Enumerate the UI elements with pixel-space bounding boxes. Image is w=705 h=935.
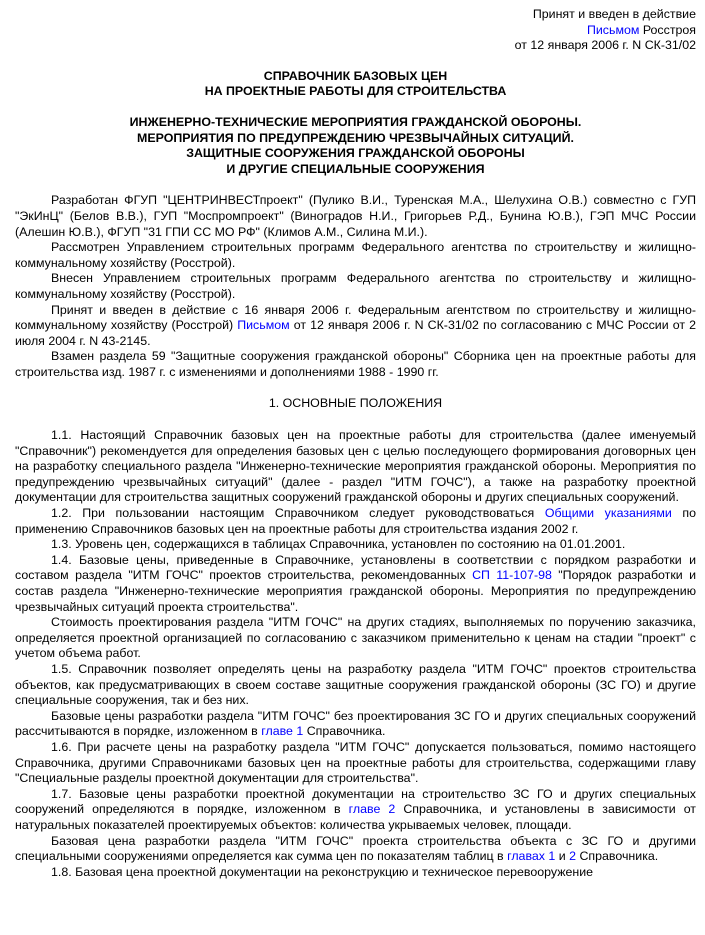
intro-adopted <box>15 303 696 350</box>
paragraph-1-5: 1.5. Справочник позволяет определять цены на разработку раздела "ИТМ ГОЧС" проектов строительства объектов, как предусматривающих в своем составе защитные сооружения гражданской обороны (ЗС ГО) и другие специальные сооружения, так и без них. <box>15 661 696 708</box>
paragraph-1-2-text: 1.2. При пользовании настоящим Справочником следует руководствоваться <box>51 506 545 521</box>
approval-line-2 <box>15 23 696 39</box>
approval-line-1: Принят и введен в действие <box>532 7 696 21</box>
document-subtitle <box>15 115 696 177</box>
paragraph-1-7b <box>15 834 696 865</box>
intro-adopted-text: Принят и введен в действие с 16 января 2006 г. Федеральным агентством по строительству и жилищно-коммунальному хозяйству (Росстрой) <box>15 302 696 333</box>
paragraph-1-5b <box>15 709 696 740</box>
intro-submitted: Внесен Управлением строительных программ Федерального агентства по строительству и жилищно-коммунальному хозяйству (Росстрой). <box>15 271 696 301</box>
section-body <box>15 428 696 880</box>
sp-11-107-98-link[interactable]: СП 11-107-98 <box>472 568 552 583</box>
intro-developed: Разработан ФГУП "ЦЕНТРИНВЕСТпроект" (Пулико В.И., Туренская М.А., Шелухина О.В.) совместно с ГУП "ЭкИнЦ" (Белов В.В.), ГУП "Моспромпроект" (Виноградов Н.И., Григорьев Р.Д., Бунина Ю.В.), ГЭП МЧС России (Алешин Ю.В.), ФГУП "31 ГПИ СС МО РФ" (Климов А.М., Силина М.И.). <box>15 193 696 239</box>
paragraph-1-3: 1.3. Уровень цен, содержащихся в таблицах Справочника, установлен по состоянию на 01.01.2001. <box>51 537 626 552</box>
approval-note <box>15 7 696 54</box>
title-line-1: СПРАВОЧНИК БАЗОВЫХ ЦЕН <box>263 68 448 83</box>
subtitle-line-4: И ДРУГИЕ СПЕЦИАЛЬНЫЕ СООРУЖЕНИЯ <box>226 161 485 176</box>
paragraph-1-7 <box>15 787 696 834</box>
chapter-2b-link[interactable]: 2 <box>569 849 577 864</box>
paragraph-1-7b-text: Базовая цена разработки раздела "ИТМ ГОЧС" проекта строительства объекта с ЗС ГО и другими специальными сооружениями определяется как сумма цен по показателям таблиц в <box>15 833 696 864</box>
paragraph-1-5b-text: Базовые цены разработки раздела "ИТМ ГОЧС" без проектирования ЗС ГО и других специальных сооружений рассчитываются в порядке, изложенном в <box>15 708 696 739</box>
subtitle-line-1: ИНЖЕНЕРНО-ТЕХНИЧЕСКИЕ МЕРОПРИЯТИЯ ГРАЖДАНСКОЙ ОБОРОНЫ. <box>129 114 582 129</box>
intro-replaces: Взамен раздела 59 "Защитные сооружения гражданской обороны" Сборника цен на проектные работы для строительства изд. 1987 г. с изменениями и дополнениями 1988 - 1990 гг. <box>15 349 696 379</box>
section-heading: 1. ОСНОВНЫЕ ПОЛОЖЕНИЯ <box>268 396 443 411</box>
paragraph-1-6: 1.6. При расчете цены на разработку раздела "ИТМ ГОЧС" допускается пользоваться, помимо настоящего Справочника, другими Справочниками базовых цен на проектные работы для строительства, содержащими главу "Специальные разделы проектной документации для строительства". <box>15 739 696 786</box>
document-title <box>15 69 696 100</box>
paragraph-1-7-text: 1.7. Базовые цены разработки проектной документации на строительство ЗС ГО и других специальных сооружений определяются в порядке, изложенном в <box>15 786 696 817</box>
paragraph-1-4-text: 1.4. Базовые цены, приведенные в Справочнике, установлены в соответствии с порядком разработки и составом раздела "ИТМ ГОЧС" проектов строительства, рекомендованных <box>15 552 696 583</box>
chapter-2-link[interactable]: главе 2 <box>348 802 396 817</box>
intro-letter-link[interactable]: Письмом <box>237 318 290 333</box>
approval-letter-link[interactable]: Письмом <box>586 22 640 37</box>
subtitle-line-3: ЗАЩИТНЫЕ СООРУЖЕНИЯ ГРАЖДАНСКОЙ ОБОРОНЫ <box>186 146 525 161</box>
intro-adopted-text-2: от 12 января 2006 г. N СК-31/02 по согласованию с МЧС России от 2 июля 2004 г. N 43-2145. <box>15 318 696 348</box>
chapter-1-link[interactable]: главе 1 <box>261 724 304 739</box>
paragraph-1-2 <box>15 506 696 537</box>
paragraph-1-5b-text-2: Справочника. <box>303 724 386 739</box>
paragraph-1-7b-and: и <box>555 849 570 864</box>
general-instructions-link[interactable]: Общими указаниями <box>544 506 672 521</box>
paragraph-1-1: 1.1. Настоящий Справочник базовых цен на проектные работы для строительства (далее именуемый "Справочник") рекомендуется для определения базовых цен с целью последующего формирования договорных цен на разработку специального раздела "Инженерно-технические мероприятия гражданской обороны. Мероприятия по предупреждению чрезвычайных ситуаций" (далее - раздел "ИТМ ГОЧС"), а также на разработку проектной документации для строительства защитных сооружений гражданской обороны и других специальных сооружений. <box>15 428 696 505</box>
approval-line-2-rest: Росстроя <box>639 22 696 37</box>
title-line-2: НА ПРОЕКТНЫЕ РАБОТЫ ДЛЯ СТРОИТЕЛЬСТВА <box>204 84 507 99</box>
paragraph-1-4-text-2: "Порядок разработки и состав раздела "Инженерно-технические мероприятия гражданской обороны. Мероприятия по предупреждению чрезвычайных ситуаций проекта строительства". <box>15 568 696 614</box>
paragraph-1-7b-text-2: Справочника. <box>576 849 659 864</box>
chapters-1-link[interactable]: главах 1 <box>507 849 556 864</box>
intro-block <box>15 193 696 380</box>
paragraph-1-2-text-2: по применению Справочников базовых цен на проектные работы для строительства издания 2002 г. <box>15 506 696 536</box>
paragraph-1-8: 1.8. Базовая цена проектной документации на реконструкцию и техническое перевооружение <box>51 864 594 879</box>
intro-reviewed: Рассмотрен Управлением строительных программ Федерального агентства по строительству и жилищно-коммунальному хозяйству (Росстрой). <box>15 240 696 270</box>
approval-line-3: от 12 января 2006 г. N СК-31/02 <box>514 38 696 53</box>
paragraph-1-7-text-2: Справочника, и установлены в зависимости от натуральных показателей проектируемых объектов: количества укрываемых человек, площади. <box>15 802 696 832</box>
subtitle-line-2: МЕРОПРИЯТИЯ ПО ПРЕДУПРЕЖДЕНИЮ ЧРЕЗВЫЧАЙНЫХ СИТУАЦИЙ. <box>137 130 574 145</box>
paragraph-1-4b: Стоимость проектирования раздела "ИТМ ГОЧС" на других стадиях, выполняемых по поручению заказчика, определяется проектной организацией по согласованию с заказчиком применительно к ценам на стадии "проект" с учетом объема работ. <box>15 615 696 661</box>
paragraph-1-4 <box>15 553 696 615</box>
